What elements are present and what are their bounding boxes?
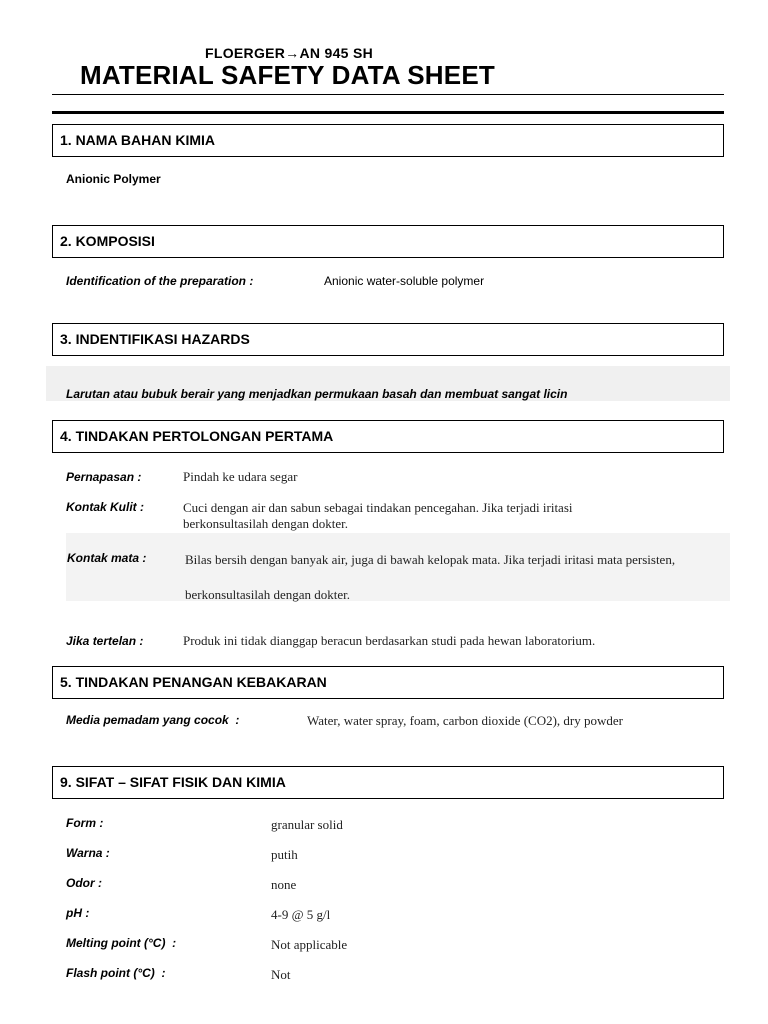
first-aid-value: Pindah ke udara segar — [183, 469, 298, 484]
section-3-heading: 3. INDENTIFIKASI HAZARDS — [52, 323, 724, 356]
property-label: Flash point (°C) : — [66, 966, 166, 980]
first-aid-label: Kontak Kulit : — [66, 500, 144, 514]
property-label: Melting point (°C) : — [66, 936, 177, 950]
product-name: FLOERGER→AN 945 SH — [205, 45, 373, 61]
composition-label: Identification of the preparation : — [66, 274, 254, 288]
chemical-name: Anionic Polymer — [66, 172, 161, 186]
divider-thin — [52, 94, 724, 95]
section-5-heading: 5. TINDAKAN PENANGAN KEBAKARAN — [52, 666, 724, 699]
property-value: Not applicable — [271, 937, 348, 952]
property-label: Odor : — [66, 876, 102, 890]
first-aid-label: Jika tertelan : — [66, 634, 144, 648]
property-value: granular solid — [271, 817, 343, 832]
property-value: none — [271, 877, 297, 892]
first-aid-value: Produk ini tidak dianggap beracun berdasarkan studi pada hewan laboratorium. — [183, 633, 596, 648]
property-label: Warna : — [66, 846, 110, 860]
first-aid-value-cont: berkonsultasilah dengan dokter. — [183, 516, 348, 531]
first-aid-label: Pernapasan : — [66, 470, 142, 484]
property-value: putih — [271, 847, 298, 862]
first-aid-label: Kontak mata : — [67, 551, 147, 565]
first-aid-value: Bilas bersih dengan banyak air, juga di bawah kelopak mata. Jika terjadi iritasi mata persisten, — [185, 552, 676, 567]
property-label: Form : — [66, 816, 104, 830]
section-4-heading: 4. TINDAKAN PERTOLONGAN PERTAMA — [52, 420, 724, 453]
property-value: Not — [271, 967, 291, 982]
divider-thick — [52, 111, 724, 114]
composition-value: Anionic water-soluble polymer — [324, 274, 485, 288]
property-value: 4-9 @ 5 g/l — [271, 907, 331, 922]
hazard-text: Larutan atau bubuk berair yang menjadkan permukaan basah dan membuat sangat licin — [66, 387, 568, 401]
extinguishing-label: Media pemadam yang cocok : — [66, 713, 240, 727]
property-label: pH : — [66, 906, 90, 920]
section-9-heading: 9. SIFAT – SIFAT FISIK DAN KIMIA — [52, 766, 724, 799]
page-title: MATERIAL SAFETY DATA SHEET — [80, 60, 495, 90]
section-2-heading: 2. KOMPOSISI — [52, 225, 724, 258]
extinguishing-value: Water, water spray, foam, carbon dioxide (CO2), dry powder — [307, 713, 623, 728]
section-1-heading: 1. NAMA BAHAN KIMIA — [52, 124, 724, 157]
first-aid-value-cont: berkonsultasilah dengan dokter. — [185, 587, 350, 602]
first-aid-value: Cuci dengan air dan sabun sebagai tindakan pencegahan. Jika terjadi iritasi — [183, 500, 573, 515]
